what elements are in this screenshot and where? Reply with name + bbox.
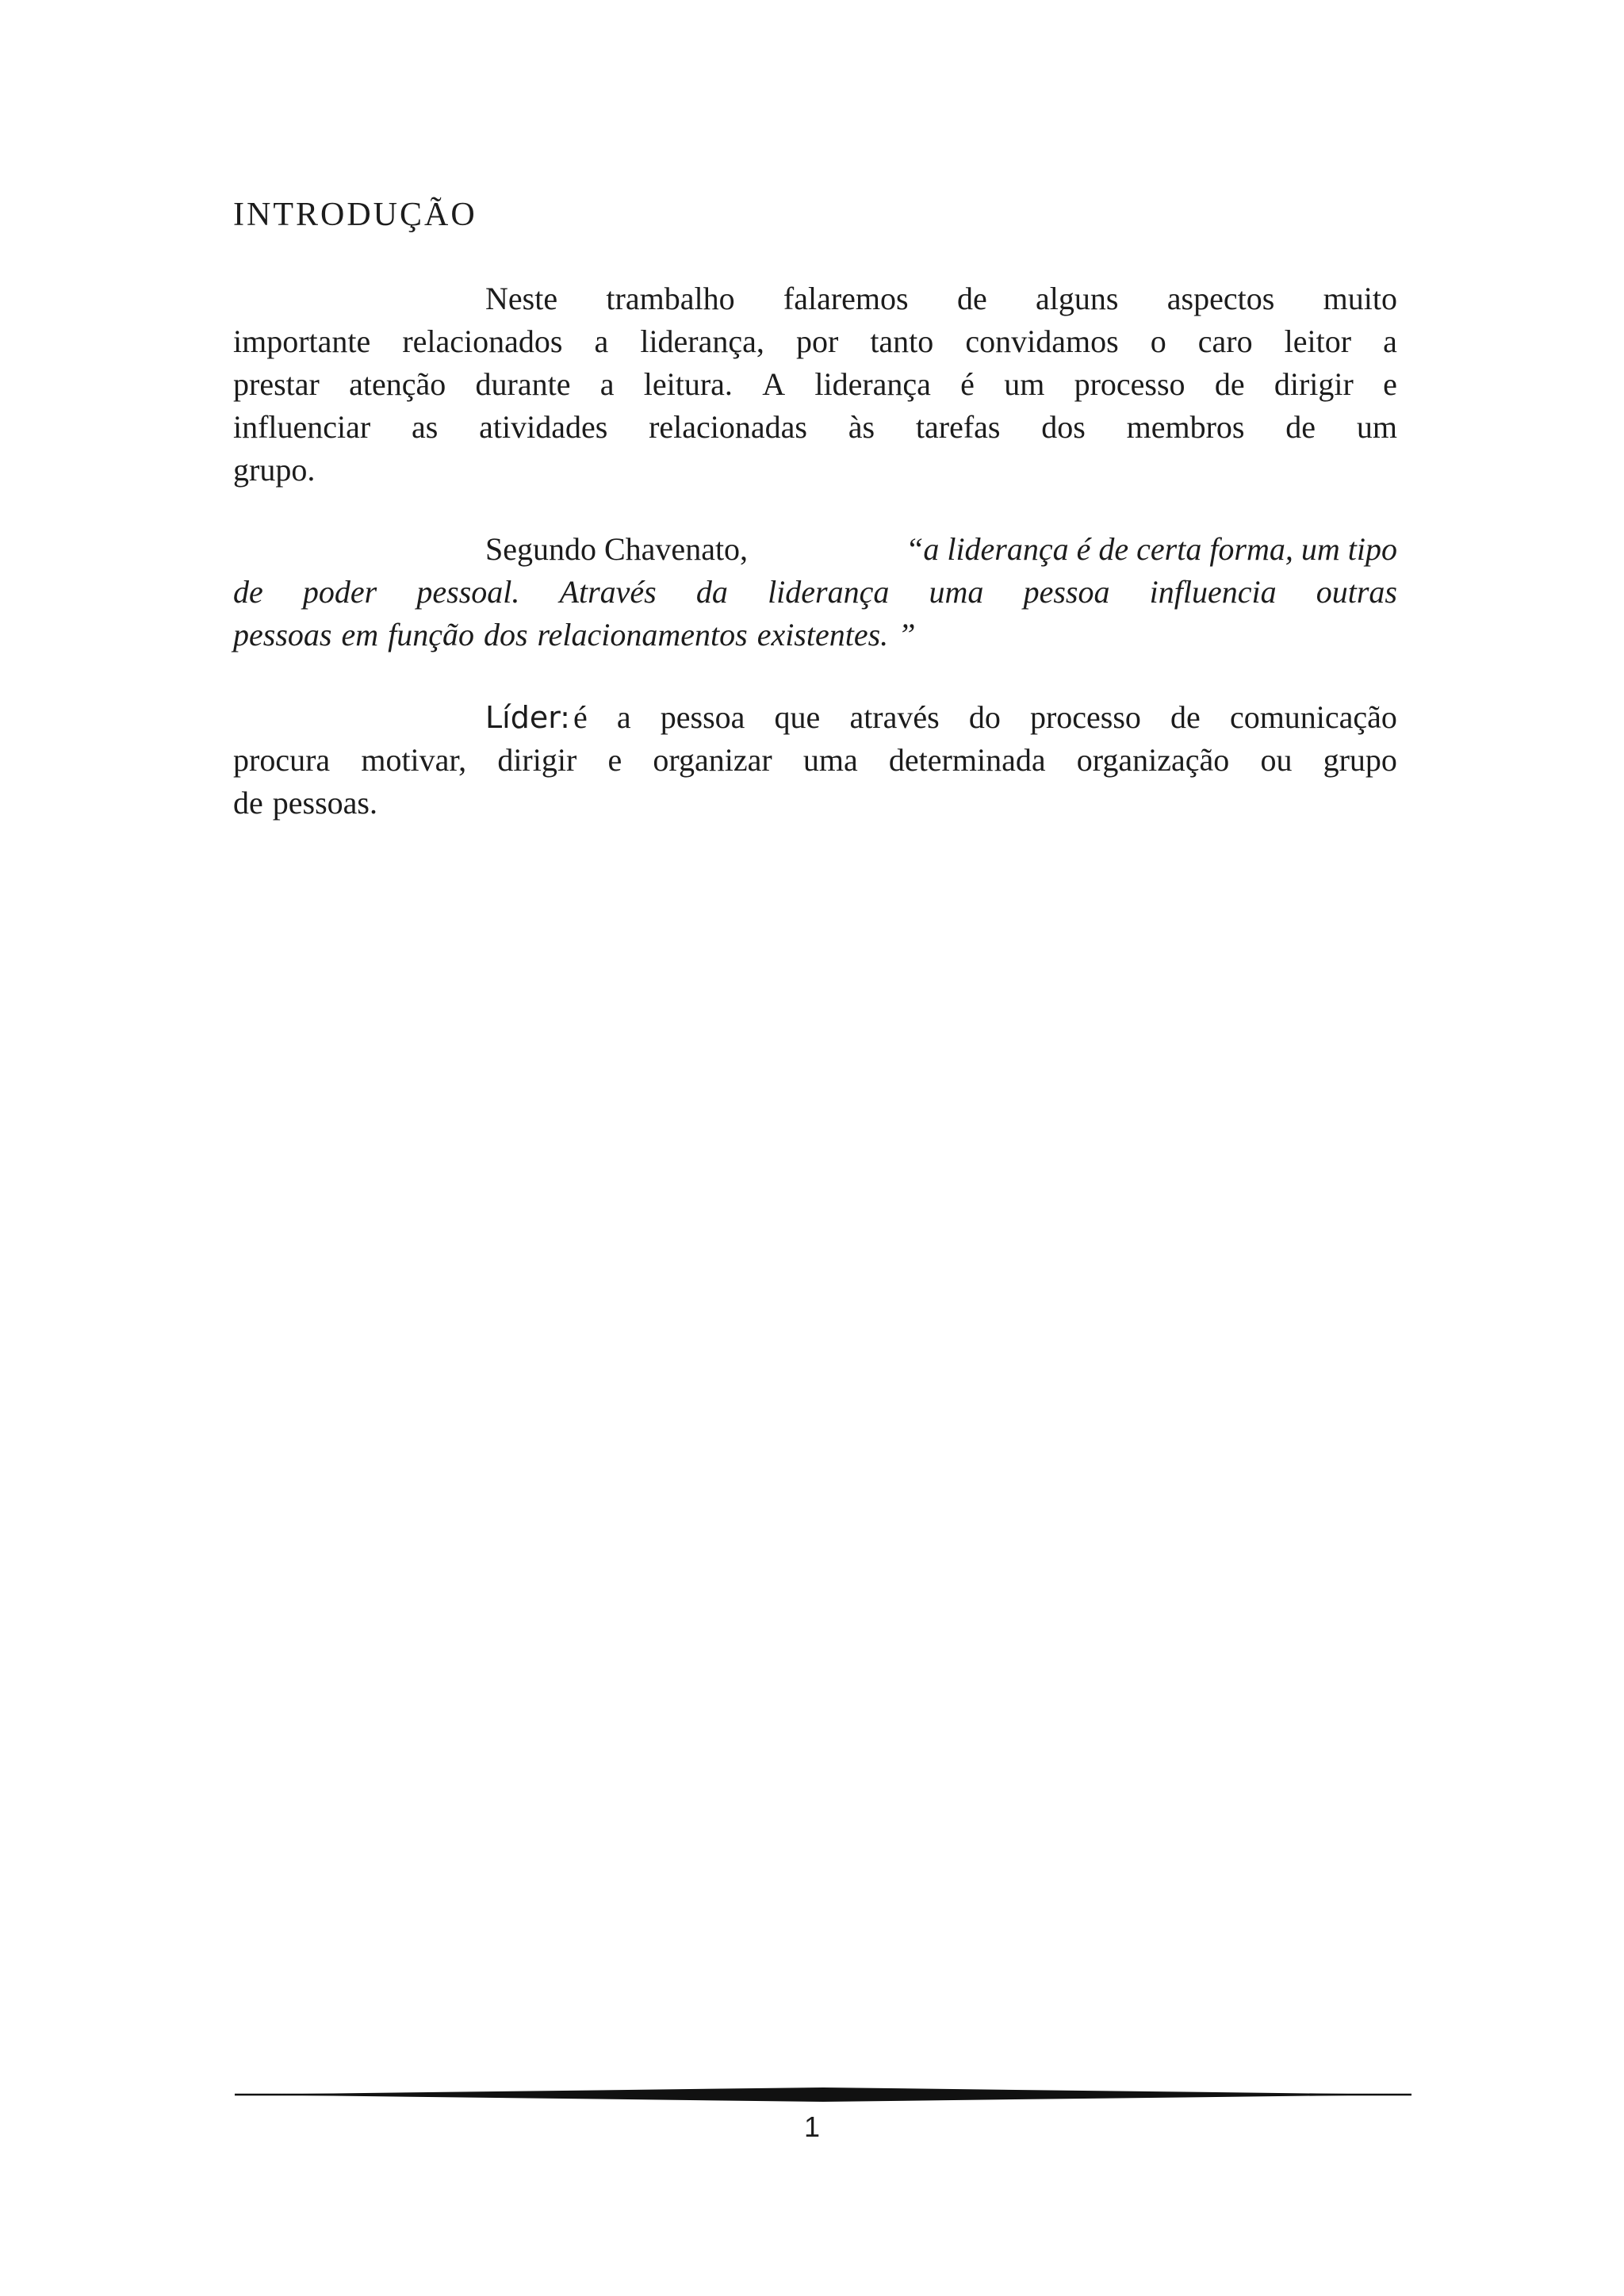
word: leitor [1284,323,1352,359]
word: A [762,366,786,402]
word: a [1383,323,1397,359]
word: dos [1041,409,1086,445]
word: comunicação [1229,699,1397,735]
word: e [607,742,622,778]
text-line [233,363,1397,406]
word: pessoas. [272,785,377,821]
word: de [956,281,987,316]
word: um [1356,409,1397,445]
text-line [233,739,1397,782]
word: motivar, [361,742,467,778]
word: liderança, [640,323,764,359]
text-line [233,449,1397,492]
word: organizar [653,742,772,778]
word: é [960,366,975,402]
word: relacionados [402,323,563,359]
word: aspectos [1166,281,1275,316]
word: de [233,574,263,610]
word: de [1285,409,1316,445]
word: e [1383,366,1397,402]
page-number: 1 [803,2110,821,2143]
word: procura [233,742,331,778]
word: de [233,785,263,821]
quote-first-line [485,528,1397,571]
quote-line [233,614,1397,656]
word: pessoas [233,617,332,652]
word: pessoa [1023,574,1110,610]
word: influenciar [233,409,371,445]
word: dirigir [1274,366,1354,402]
word: a [616,699,631,735]
word: grupo. [233,452,316,488]
word: ” [898,617,916,652]
word: tanto [870,323,934,359]
definition-term: Líder: [485,700,570,735]
word: alguns [1036,281,1119,316]
word: atenção [349,366,446,402]
section-heading: INTRODUÇÃO [233,197,477,233]
quote-intro: Segundo Chavenato, [485,531,749,567]
text-line [233,782,1397,825]
word: falaremos [783,281,909,316]
word: dos [483,617,528,652]
word: liderança [814,366,931,402]
word: uma [802,742,858,778]
definition-text [573,696,1397,739]
word: muito [1323,281,1397,316]
word: durante [475,366,571,402]
footer-divider [235,2084,1411,2107]
word: trambalho [606,281,735,316]
word: leitura. [643,366,733,402]
word: o [1150,323,1166,359]
text-line [485,277,1397,320]
word: um [1004,366,1045,402]
definition-first-line [485,696,1397,739]
word: as [412,409,439,445]
word: de [1214,366,1245,402]
word: pessoal. [416,574,520,610]
word: uma [929,574,984,610]
word: Através [559,574,657,610]
word: é [573,699,588,735]
word: do [968,699,1001,735]
word: que [774,699,821,735]
word: prestar [233,366,320,402]
word: da [695,574,728,610]
word: relacionamentos [537,617,748,652]
word: às [848,409,875,445]
word: através [849,699,940,735]
word: existentes. [756,617,889,652]
quote-text: “a liderança é de certa forma, um tipo [906,531,1397,567]
word: a [599,366,615,402]
word: tarefas [915,409,1001,445]
text-line [233,320,1397,363]
word: processo [1074,366,1185,402]
word: organização [1076,742,1230,778]
word: dirigir [497,742,577,778]
word: influencia [1149,574,1277,610]
word: de [1170,699,1201,735]
word: importante [233,323,371,359]
word: função [388,617,474,652]
word: outras [1316,574,1397,610]
word: pessoa [660,699,745,735]
word: por [795,323,839,359]
word: atividades [479,409,608,445]
word: Neste [485,281,558,316]
word: a [594,323,609,359]
text-line [233,406,1397,449]
word: determinada [888,742,1046,778]
word: caro [1197,323,1253,359]
word: em [341,617,379,652]
word: processo [1029,699,1141,735]
word: poder [302,574,377,610]
word: membros [1126,409,1245,445]
word: grupo [1323,742,1397,778]
word: convidamos [965,323,1119,359]
word: liderança [768,574,890,610]
word: relacionadas [649,409,807,445]
word: ou [1260,742,1293,778]
quote-line [233,571,1397,614]
